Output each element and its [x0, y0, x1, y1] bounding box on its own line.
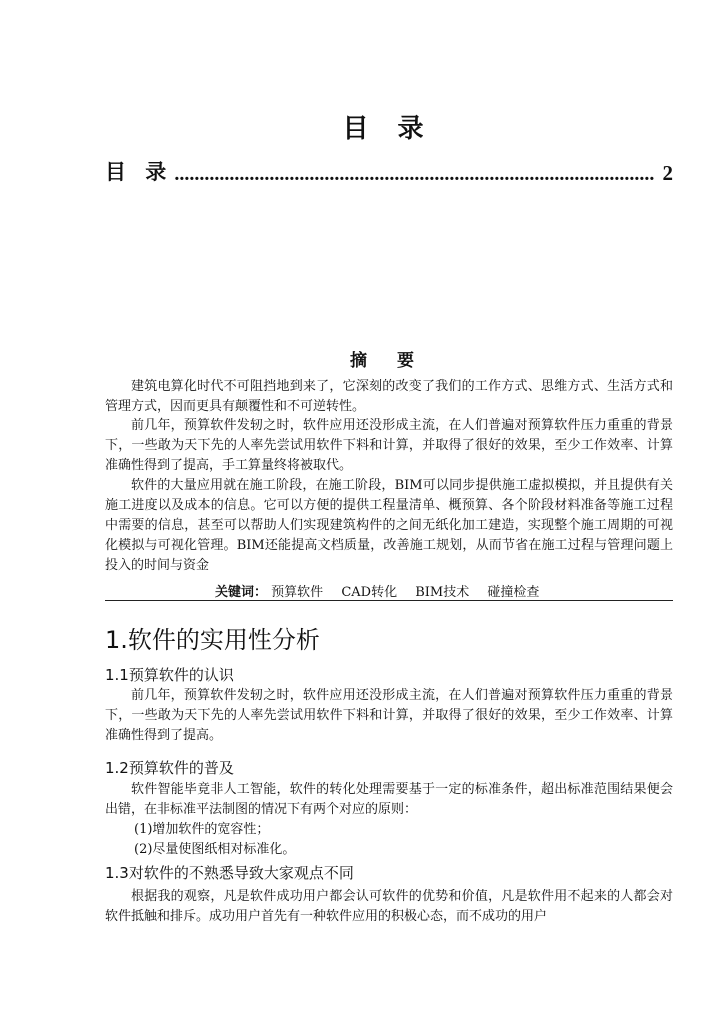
body-paragraph: 前几年，预算软件发轫之时，软件应用还没形成主流，在人们普遍对预算软件压力重重的背景下，一些敢为天下先的人率先尝试用软件下料和计算，并取得了很好的效果，至少工作效率、计算准确性得到了提高。	[105, 688, 673, 743]
subsection-heading: 1.3对软件的不熟悉导致大家观点不同	[105, 864, 354, 882]
keyword-item: 碰撞检查	[487, 585, 540, 600]
body-paragraph: 根据我的观察，凡是软件成功用户都会认可软件的优势和价值，凡是软件用不起来的人都会对软件抵触和排斥。成功用户首先有一种软件应用的积极心态，而不成功的用户	[105, 889, 673, 924]
keyword-item: CAD转化	[341, 585, 398, 600]
toc-entry-label: 目 录	[105, 160, 173, 184]
keywords-label: 关键词：	[215, 585, 268, 600]
abstract-paragraph: 软件的大量应用就在施工阶段，在施工阶段，BIM可以同步提供施工虚拟模拟，并且提供有关施工进度以及成本的信息。它可以方便的提供工程量清单、概预算、各个阶段材料准备等施工过程中需要的信息，甚至可以帮助人们实现建筑构件的之间无纸化加工建造，实现整个施工周期的可视化模拟与可视化管理。BIM还能提高文档质量，改善施工规划，从而节省在施工过程与管理问题上投入的时间与资金	[105, 478, 673, 573]
divider-rule	[105, 600, 673, 601]
list-item: (1)增加软件的宽容性；	[134, 822, 270, 837]
keyword-item: BIM技术	[415, 585, 470, 600]
list-item: (2)尽量使图纸相对标准化。	[134, 842, 296, 857]
subsection-heading: 1.2预算软件的普及	[105, 759, 234, 777]
subsection-heading: 1.1预算软件的认识	[105, 666, 234, 684]
section-heading: 1.软件的实用性分析	[105, 626, 320, 654]
toc-entry[interactable]	[105, 158, 673, 186]
abstract-title: 摘 要	[350, 351, 426, 371]
body-paragraph: 软件智能毕竟非人工智能，软件的转化处理需要基于一定的标准条件，超出标准范围结果便会出错，在非标准平法制图的情况下有两个对应的原则：	[105, 782, 673, 817]
keywords-line	[215, 581, 553, 600]
toc-entry-leader: ................................................................................................	[174, 163, 655, 185]
principles-list	[134, 820, 295, 860]
abstract-paragraph: 建筑电算化时代不可阻挡地到来了，它深刻的改变了我们的工作方式、思维方式、生活方式和管理方式，因而更具有颠覆性和不可逆转性。	[105, 379, 673, 414]
toc-title: 目 录	[342, 114, 434, 144]
keyword-item: 预算软件	[271, 585, 324, 600]
toc-entry-page-number: 2	[662, 161, 673, 185]
abstract-paragraph: 前几年，预算软件发轫之时，软件应用还没形成主流，在人们普遍对预算软件压力重重的背景下，一些敢为天下先的人率先尝试用软件下料和计算，并取得了很好的效果，至少工作效率、计算准确性得到了提高，手工算量终将被取代。	[105, 418, 673, 473]
